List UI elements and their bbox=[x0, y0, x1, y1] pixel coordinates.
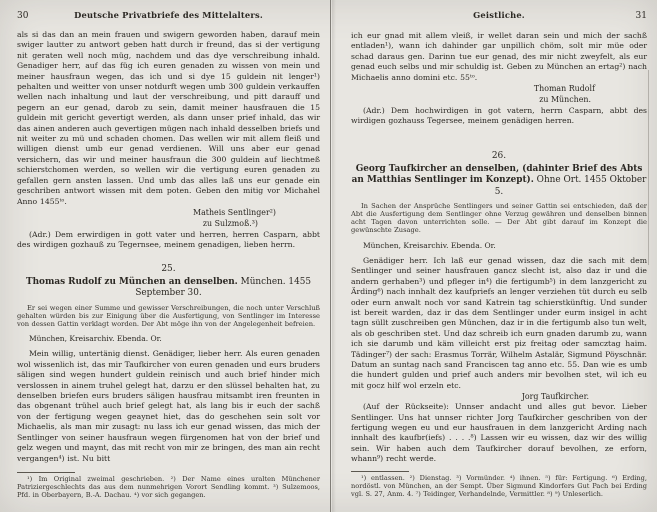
left-footnotes: ¹) Im Original zweimal geschrieben. ²) Der Name eines uralten Münchener Patriziergeschlechts das aus dem nunmehrigen Vorort Sendling kommt. ³) Sulzemoos, Pfd. in Oberbayern, B.-A. Dachau. ⁴) vor sich gegangen. bbox=[17, 474, 320, 499]
left-footnote-block bbox=[17, 472, 320, 500]
letter25-address: (Adr.) Dem hochwirdigen in got vatern, herrn Casparn, abbt des wirdigen gozhauss Tegersee, meinem genädigen herren. bbox=[351, 106, 647, 126]
letter26-signature: Jorg Taufkircher. bbox=[521, 392, 589, 402]
letter26-heading-name: Georg Taufkircher an denselben, (dahinter Brief des Abts an Matthias Sentlinger im Konzept). bbox=[351, 163, 643, 186]
letter25-signature-place: zu München. bbox=[539, 95, 591, 105]
letter24-continuation: als si das dan an mein frauen und swigern geworden haben, darauf mein swiger lautter zu antwort geben hatt durch ir freund, das si der vertigung nit geraten well noch müg, nachdem und das dye verschreibung inhald. Genadiger herr, auf das füg ich euren genaden zu wissen von mein und meiner hausfraun wegen, das ich und si dye 15 guldein nit lenger¹) pehalten und weitter von unser notdurft wegen umb 300 guldein verkauffen wellen nach inhaltung und laut der verschreibung, und pitt darauff und pegern an eur genad, darob zu sein, damit meiner hausfrauen die 15 guldein mit gericht gevertigt werden, als dann unser prief inhald, das wir das ainen anderen auch gevertigen mügen nach inhald desselben briefs und nit weiter zu mü und schaden chomen. Das wellen wir mit allem fleiß und willigen dienst umb eur genad verdienen. Will uns aber eur genad versichern, das wir und meiner hausfraun die 300 guldein auf liechtmeß schierstchomen werden, so wellen wir die vertigung euren genaden zu gefallen gern ansten lassen. Und umb das alles laß uns eur genade ein geschriben antwort wissen mit dem poten. Geben den mitig vor Michahel Anno 1455ᵗᵒ. bbox=[17, 30, 320, 206]
left-page-header bbox=[17, 10, 320, 21]
letter25-regest: Er sei wegen einer Summe und gewisser Verschreibungen, die noch unter Verschluß gehalten würden bis zur Einigung über die Ausfertigung, von Sentlinger im Interesse von dessen Gattin verklagt worden. Der Abt möge ihn von der Angelegenheit befreien. bbox=[17, 303, 320, 328]
letter26-verso: (Auf der Rückseite): Unnser andacht und alles gut bevor. Lieber Sentlinger. Uns hat unnser richter Jorg Taufkircher geschriben von der fertigung wegen eu und eur hausfrauen in dem lanzgericht Arding nach innhalt des kaufbr(iefs) . . . .⁸) Lassen wir eu wissen, daz wir des willig sein. Wir haben auch dem Taufkircher dorauf bevolhen, ze erforn, whann⁹) recht werde. bbox=[351, 402, 647, 464]
scan-edge-line bbox=[648, 70, 649, 265]
letter24-signature-place: zu Sulzmoß.³) bbox=[202, 218, 258, 228]
letter25-heading bbox=[17, 277, 320, 300]
left-running-title: Deutsche Privatbriefe des Mittelalters. bbox=[74, 10, 263, 20]
right-footnotes: ¹) entlassen. ²) Dienstag. ³) Vormünder. ⁴) ihnen. ⁵) für: Fertigung. ⁶) Erding, nordöstl. von München, an der Sempt. Über Sigmund Kindorfers Gut Pach bei Erding vgl. S. 27, Anm. 4. ⁷) Teidinger, Verhandelnde, Vermittler. ⁸) ⁹) Unleserlich. bbox=[351, 473, 647, 498]
page-gutter-shadow bbox=[332, 0, 336, 512]
letter26-heading-dateline: Ohne Ort. 1455 Oktober 5. bbox=[494, 175, 647, 197]
right-page-header bbox=[351, 10, 647, 21]
right-running-title: Geistliche. bbox=[473, 10, 525, 20]
letter25-number: 25. bbox=[161, 263, 176, 274]
right-footnote-rule bbox=[351, 471, 409, 472]
letter25-archive-note: München, Kreisarchiv. Ebenda. Or. bbox=[29, 334, 162, 344]
letter26-regest: In Sachen der Ansprüche Sentlingers und seiner Gattin sei entschieden, daß der Abt die Ausfertigung dem Sentlinger ohne Verzug gewähren und denselben binnen acht Tagen davon unterrichten solle. — Der Abt gibt darauf im Konzept die gewünschte Zusage. bbox=[351, 202, 647, 235]
letter26-heading bbox=[351, 164, 647, 199]
letter25-heading-name: Thomas Rudolf zu München an denselben. bbox=[25, 276, 238, 287]
letter25-signature-name: Thoman Rudolf bbox=[533, 84, 595, 94]
letter26-number: 26. bbox=[491, 150, 507, 161]
letter25-body: Mein willig, untertänig dienst. Genädiger, lieber herr. Als euren genaden wol wissenlich ist, das mir Taufkircher von euren genaden und eurs bruders säligen sind wegen hundert guldein reinisch und auch brief hinder mich verslossen in ainem truhel gelegt hat, darzu er den slüssel behalten hat, zu denselben briefen eurs bruders säligen hausfrau mitsambt iren freunten in das obgenant trühel auch brief gelegt hat, als lang bis ir euch der sachß von der fertigung wegen geaynet hiet, das do geschehen sein solt vor Michaelis, als man mir zusagt: nu lass ich eur genad wissen, das mich der Sentlinger von seiner hausfraun wegen fürgenomen hat von der brief und gelz wegen und maynt, das mit recht von mir ze bringen, des man ain recht vergangen⁴) ist. Nu bitt bbox=[17, 349, 320, 463]
page-gutter-line bbox=[330, 0, 331, 512]
letter26-body: Genädiger herr. Ich laß eur genad wissen, daz die sach mit dem Sentlinger und seiner hausfrauen gancz slecht ist, also daz ir und die andern gerhaben³) und pfleger in⁴) die fertigumb⁵) in dem lanzgericht zu Ärding⁶) nach innhalt dez kaufpriefs an lenger verziehen tüt durch eu selb oder eurn anwalt noch vor sand Katrein tag schierstkünftig. Und sunder ist bereit warden, daz ir das dem Sentlinger under eurm insigel in acht tagn süllt zuschreiben gen München, daz ir in die fertigumb also tun welt, als ob geschriben stet. Und daz schreib ich eurn gnaden darumb zu, wann ich sie darumb und käm villeicht erst piz freitag oder samcztag haim. Tädinger⁷) der sach: Erasmus Torrär, Wilhelm Astalär, Sigmund Pöyschnär. Datum an suntag nach sand Franciscen tag anno etc. 55. Dan wie es umb die hundert gulden und prief auch anders mir bevolhen stet, wil ich eu mit gocz hilf wol erzeln etc. bbox=[351, 255, 647, 390]
letter24-address: (Adr.) Dem erwirdigen in gott vater und herren, herren Casparn, abbt des wirdigen gozhauß zu Tegernsee, meinem genadigen, lieben herrn. bbox=[17, 229, 320, 250]
letter26-archive-note: München, Kreisarchiv. Ebenda. Or. bbox=[363, 240, 496, 250]
right-page-number: 31 bbox=[635, 11, 647, 21]
left-page-number: 30 bbox=[17, 11, 29, 21]
letter25-continuation: ich eur gnad mit allem vleiß, ir wellet daran sein und mich der sachß entladen¹), wann ich dahinder gar unpillich chöm, solt mir müe oder schad daraus gen. Darinn tue eur genad, des mir nicht zweyfelt, als eur genad euch selbs und mir schuldig ist. Geben zu München an ertag²) nach Michaelis anno domini etc. 55ᵗᵒ. bbox=[351, 31, 647, 82]
letter25-heading-dateline: München. 1455 September 30. bbox=[135, 276, 312, 299]
left-footnote-rule bbox=[17, 472, 75, 473]
letter24-signature-name: Matheis Sentlinger²) bbox=[193, 207, 276, 217]
left-page bbox=[17, 10, 320, 500]
right-footnote-block bbox=[351, 471, 647, 499]
right-page bbox=[351, 10, 647, 498]
